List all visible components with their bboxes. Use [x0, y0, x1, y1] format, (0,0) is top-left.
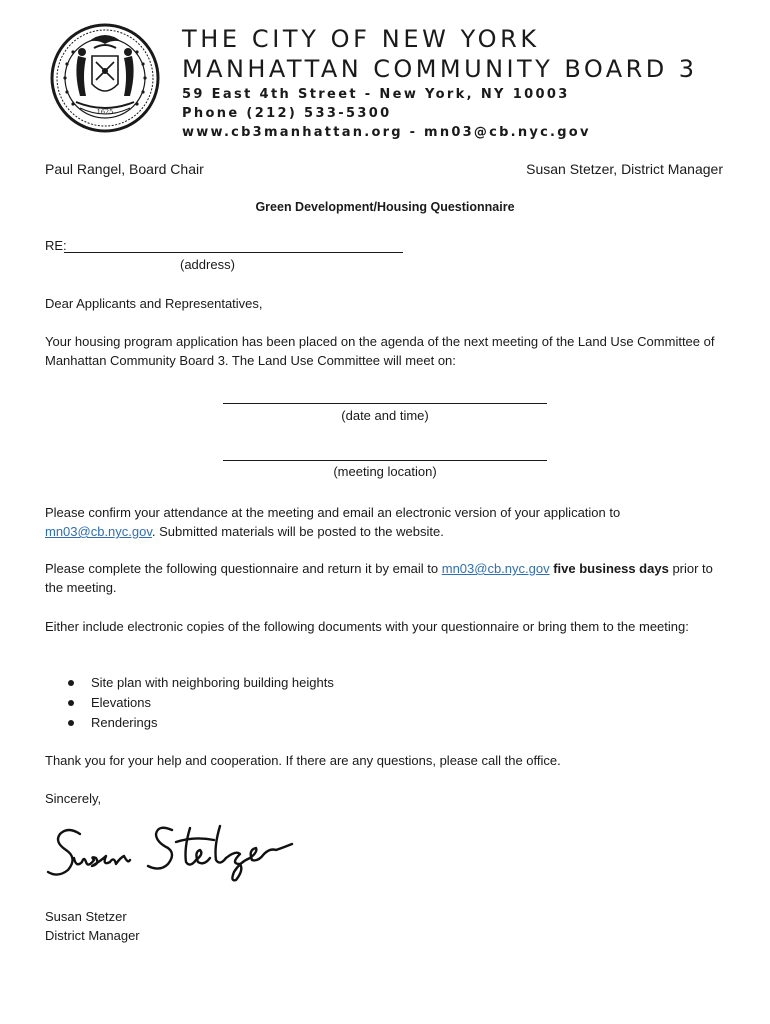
email-link[interactable]: mn03@cb.nyc.gov: [45, 524, 152, 539]
city-seal-logo: [50, 22, 160, 134]
list-item: Renderings: [66, 713, 334, 733]
date-time-caption: (date and time): [341, 408, 429, 423]
thanks-paragraph: Thank you for your help and cooperation. If there are any questions, please call the office.: [45, 753, 561, 768]
letterhead-address: 59 East 4th Street - New York, NY 10003: [182, 87, 570, 102]
board-chair: Paul Rangel, Board Chair: [45, 161, 204, 177]
confirm-attendance-paragraph: [45, 503, 725, 541]
list-item: Elevations: [66, 693, 334, 713]
signer-name: Susan Stetzer: [45, 909, 127, 924]
documents-list: [66, 673, 334, 733]
document-title: Green Development/Housing Questionnaire: [255, 200, 515, 214]
meeting-location-field-line[interactable]: [223, 460, 547, 461]
return-text-before: Please complete the following questionnaire and return it by email to: [45, 561, 442, 576]
signer-role: District Manager: [45, 928, 140, 943]
letterhead-phone: Phone (212) 533-5300: [182, 106, 392, 121]
intro-paragraph: Your housing program application has been placed on the agenda of the next meeting of the Land Use Committee of Manhattan Community Board 3. The Land Use Committee will meet on:: [45, 334, 715, 368]
meeting-location-caption: (meeting location): [333, 464, 437, 479]
re-label: RE:: [45, 238, 67, 253]
signer-block: [45, 907, 140, 945]
letterhead-city: THE CITY OF NEW YORK: [182, 25, 540, 53]
address-field-line[interactable]: [64, 252, 403, 253]
deadline-text: five business days: [549, 561, 669, 576]
confirm-text-before: Please confirm your attendance at the meeting and email an electronic version of your application to: [45, 505, 621, 520]
documents-paragraph: Either include electronic copies of the following documents with your questionnaire or bring them to the meeting:: [45, 619, 689, 634]
return-text-after: prior to the meeting.: [45, 561, 713, 595]
email-link[interactable]: mn03@cb.nyc.gov: [441, 561, 550, 576]
handwritten-signature: [44, 820, 296, 884]
confirm-text-after: . Submitted materials will be posted to the website.: [151, 524, 444, 539]
letterhead-web: www.cb3manhattan.org - mn03@cb.nyc.gov: [182, 125, 591, 140]
district-manager: Susan Stetzer, District Manager: [526, 161, 723, 177]
date-time-field-line[interactable]: [223, 403, 547, 404]
list-item: Site plan with neighboring building heights: [66, 673, 334, 693]
letterhead-board: MANHATTAN COMMUNITY BOARD 3: [182, 55, 698, 83]
questionnaire-return-paragraph: [45, 559, 725, 597]
closing: Sincerely,: [45, 791, 102, 806]
address-caption: (address): [180, 257, 235, 272]
seal-year: 1625: [96, 108, 114, 116]
greeting: Dear Applicants and Representatives,: [45, 296, 263, 311]
